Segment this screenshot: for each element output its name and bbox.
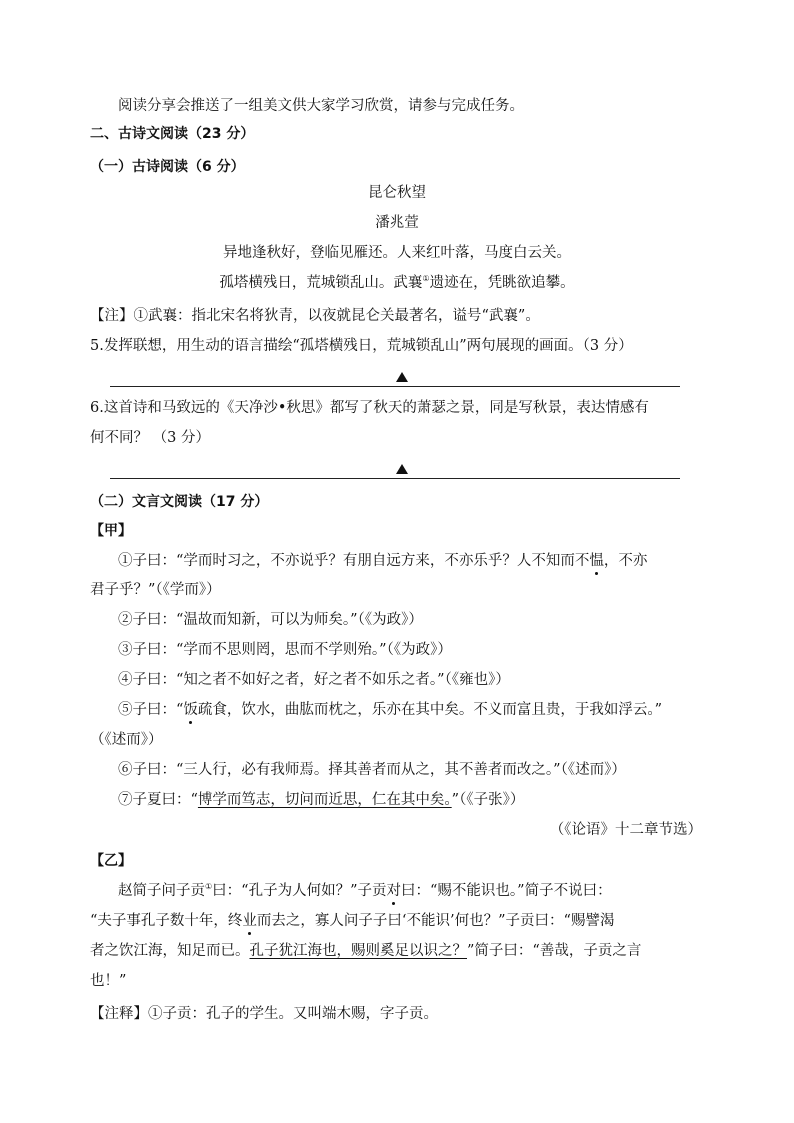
lunyu-item-2: ②子曰：“温故而知新，可以为师矣。”（《为政》）	[118, 612, 423, 628]
emphasis-dot-char: 对	[386, 883, 401, 899]
lunyu-item-1: ①子曰：“学而时习之，不亦说乎？有朋自远方来，不亦乐乎？人不知而不愠，不亦	[118, 553, 648, 569]
answer-triangle-icon	[396, 372, 408, 382]
underlined-sentence: 孔子犹江海也，赐则奚足以识之？	[249, 943, 467, 959]
question-6-line-2: 何不同？ （3 分）	[90, 430, 210, 446]
yi-line-4: 也！”	[90, 973, 127, 989]
emphasis-dot-char: 业	[242, 913, 257, 929]
answer-line	[110, 478, 680, 479]
yi-line-1: 赵简子问子贡①曰：“孔子为人何如？”子贡对曰：“赐不能识也。”简子不说曰：	[118, 882, 612, 899]
lunyu-item-5-line-2: （《述而》）	[90, 732, 163, 748]
lunyu-item-6: ⑥子曰：“三人行，必有我师焉。择其善者而从之，其不善者而改之。”（《述而》）	[118, 762, 626, 778]
yi-label: 【乙】	[90, 853, 132, 869]
underlined-sentence: 博学而笃志，切问而近思，仁在其中矣。	[197, 792, 452, 808]
answer-triangle-icon	[396, 464, 408, 474]
lunyu-item-3: ③子曰：“学而不思则罔，思而不学则殆。”（《为政》）	[118, 642, 452, 658]
poem-note: 【注】①武襄：指北宋名将狄青，以夜就昆仑关最著名，谥号“武襄”。	[90, 308, 540, 324]
poem-title: 昆仑秋望	[368, 185, 426, 201]
yi-line-2: “夫子事孔子数十年，终业而去之，寡人问子子曰‘不能识’何也？”子贡曰：“赐譬渴	[90, 913, 615, 929]
jia-label: 【甲】	[90, 523, 132, 539]
yi-note: 【注释】①子贡：孔子的学生。又叫端木赐，字子贡。	[90, 1006, 438, 1022]
emphasis-dot-char: 愠	[589, 553, 604, 569]
yi-line-3: 者之饮江海，知足而已。孔子犹江海也，赐则奚足以识之？”简子曰：“善哉，子贡之言	[90, 943, 642, 959]
question-5: 5.发挥联想，用生动的语言描绘“孤塔横残日，荒城锁乱山”两句展现的画面。（3 分）	[90, 338, 633, 354]
section-title: 二、古诗文阅读（23 分）	[90, 126, 255, 142]
poem-line-1: 异地逢秋好，登临见雁还。人来红叶落，马度白云关。	[223, 245, 571, 261]
lunyu-item-5: ⑤子曰：“饭疏食，饮水，曲肱而枕之，乐亦在其中矣。不义而富且贵，于我如浮云。”	[118, 702, 663, 718]
poem-author: 潘兆萱	[375, 215, 419, 231]
question-6-line-1: 6.这首诗和马致远的《天净沙•秋思》都写了秋天的萧瑟之景，同是写秋景，表达情感有	[90, 400, 649, 416]
part2-title: （二）文言文阅读（17 分）	[90, 494, 269, 510]
emphasis-dot-char: 饭	[183, 702, 198, 718]
lunyu-item-4: ④子曰：“知之者不如好之者，好之者不如乐之者。”（《雍也》）	[118, 672, 510, 688]
footnote-mark: ①	[422, 274, 430, 283]
answer-line	[110, 386, 680, 387]
lunyu-item-1-line-2: 君子乎？”（《学而》）	[90, 582, 221, 598]
intro-text: 阅读分享会推送了一组美文供大家学习欣赏，请参与完成任务。	[118, 98, 524, 114]
lunyu-item-7: ⑦子夏曰：“博学而笃志，切问而近思，仁在其中矣。”（《子张》）	[118, 792, 525, 808]
lunyu-source: （《论语》十二章节选）	[549, 822, 702, 838]
poem-line-2: 孤塔横残日，荒城锁乱山。武襄①遗迹在，凭眺欲追攀。	[219, 274, 575, 291]
part1-title: （一）古诗阅读（6 分）	[90, 159, 245, 175]
footnote-mark: ①	[205, 882, 213, 891]
